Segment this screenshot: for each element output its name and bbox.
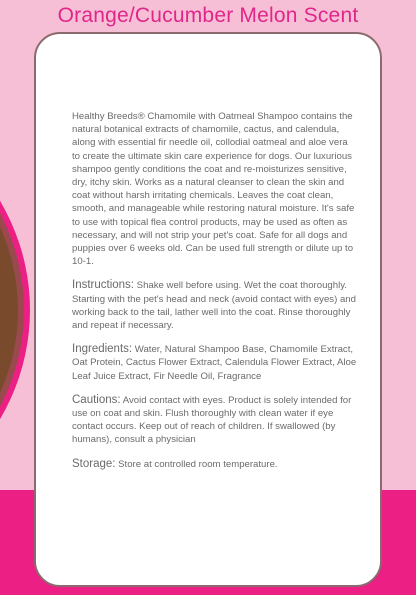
instructions-section	[72, 279, 358, 332]
storage-text: Store at controlled room temperature.	[115, 458, 278, 470]
card-content	[72, 110, 358, 482]
page-title: Orange/Cucumber Melon Scent	[57, 4, 359, 27]
ingredients-section	[72, 343, 358, 383]
ingredients-text: Water, Natural Shampoo Base, Chamomile Extract, Oat Protein, Cactus Flower Extract, Calendula Flower Extract, Aloe Leaf Juice Extract, Fir Needle Oil, Fragrance	[72, 344, 357, 382]
cautions-section	[72, 394, 358, 447]
product-description: Healthy Breeds® Chamomile with Oatmeal Shampoo contains the natural botanical extracts of chamomile, cactus, and calendula, along with essential fir needle oil, collodial oatmeal and aloe vera to create the ultimate skin care experience for dogs. Our luxurious shampoo gently conditions the coat and re-moisturizes sensitive, dry, itchy skin. Works as a natural cleanser to clean the skin and coat without harsh irritating chemicals. Leaves the coat clean, smooth, and manageable while restoring natural moisture. It's safe to use with topical flea control products, may be used as often as necessary, and will not strip your pet's coat. Safe for all dogs and puppies over 6 weeks old. Can be used full strength or dilute up to 10-1.	[72, 111, 355, 268]
ingredients-label: Ingredients:	[72, 343, 133, 356]
cautions-text: Avoid contact with eyes. Product is solely intended for use on coat and skin. Flush thoroughly with clean water if eye contact occurs. Keep out of reach of children. If swallowed (by humans), consult a physician	[72, 394, 352, 446]
cautions-label: Cautions:	[72, 393, 121, 406]
instructions-text: Shake well before using. Wet the coat thoroughly. Starting with the pet's head and neck (avoid contact with eyes) and working back to the tail, lather well into the coat. Rinse thoroughly and repeat if necessary.	[72, 280, 356, 332]
storage-section	[72, 458, 358, 471]
instructions-label: Instructions:	[72, 279, 134, 292]
storage-label: Storage:	[72, 457, 116, 470]
